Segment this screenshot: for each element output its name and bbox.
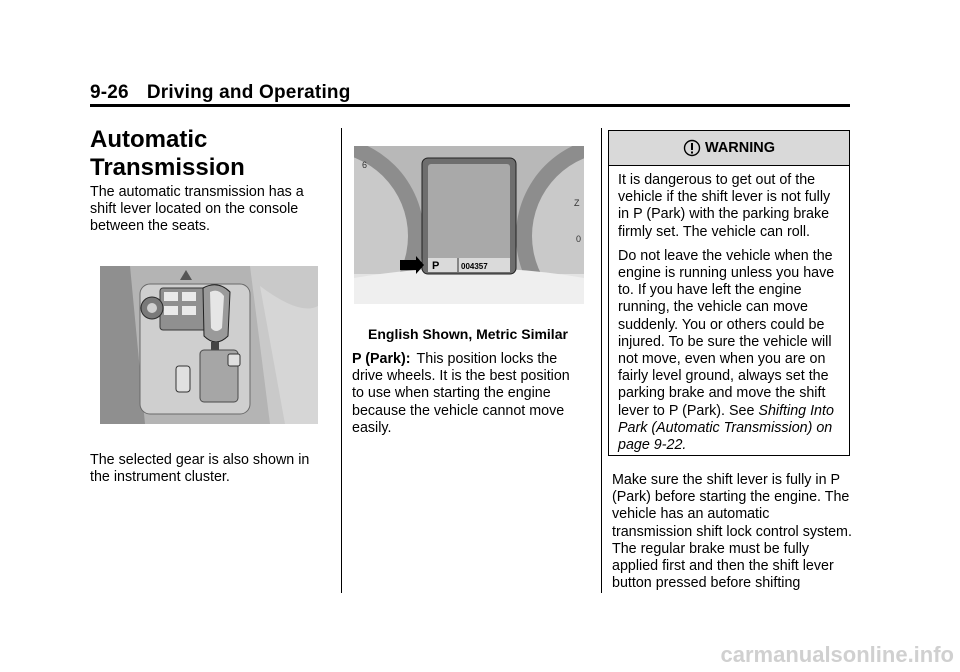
page-header [90,82,351,104]
svg-text:6: 6 [362,160,368,170]
intro-paragraph: The automatic transmission has a shift lever located on the console between the seats. [90,184,304,235]
warning-see: See [728,402,755,419]
park-text: This position locks the drive wheels. It is the best position to use when starting the engine because the vehicle cannot move easily. [352,351,570,436]
warning-box [608,130,850,456]
park-term: P (Park): [352,351,411,367]
display-gear: P [432,260,440,272]
warning-body [609,166,849,454]
cluster-paragraph: The selected gear is also shown in the instrument cluster. [90,452,310,486]
warning-header [609,131,849,166]
warning-icon [683,139,701,157]
warning-paragraph-1: It is dangerous to get out of the vehicle if the shift lever is not fully in P (Park) with the parking brake firmly set. The vehicle can roll. [618,172,831,240]
svg-text:Z: Z [574,198,580,208]
warning-title: WARNING [704,140,776,156]
warning-paragraph-2-text: Do not leave the vehicle when the engine is running unless you have to. If you have left the engine running, the vehicle can move suddenly. You or others could be injured. To be sure the vehicle will not move, even when you are on fairly level ground, always set the parking brake and move the shift lever to P (Park). [618,247,835,419]
park-paragraph [352,351,584,437]
column-divider [341,128,342,593]
warning-cross-reference[interactable]: Shifting Into Park (Automatic Transmission) on page 9-22. [618,402,834,454]
shift-lever-illustration [100,266,318,424]
shift-lock-paragraph: Make sure the shift lever is fully in P (Park) before starting the engine. The vehicle has an automatic transmission shift lock control system. The regular brake must be fully applied first and then the shift lever button pressed before shifting [612,472,852,592]
warning-paragraph-2 [618,248,840,454]
svg-text:0: 0 [576,234,582,244]
watermark: carmanualsonline.info [720,642,954,667]
page-number: 9-26 [90,82,129,103]
section-title: Driving and Operating [146,82,351,103]
figure-caption: English Shown, Metric Similar [368,326,568,342]
page-title: Automatic Transmission [90,126,245,181]
display-code: 004357 [461,262,488,271]
instrument-cluster-illustration [354,146,584,304]
column-divider [601,128,602,593]
header-rule [90,104,850,107]
